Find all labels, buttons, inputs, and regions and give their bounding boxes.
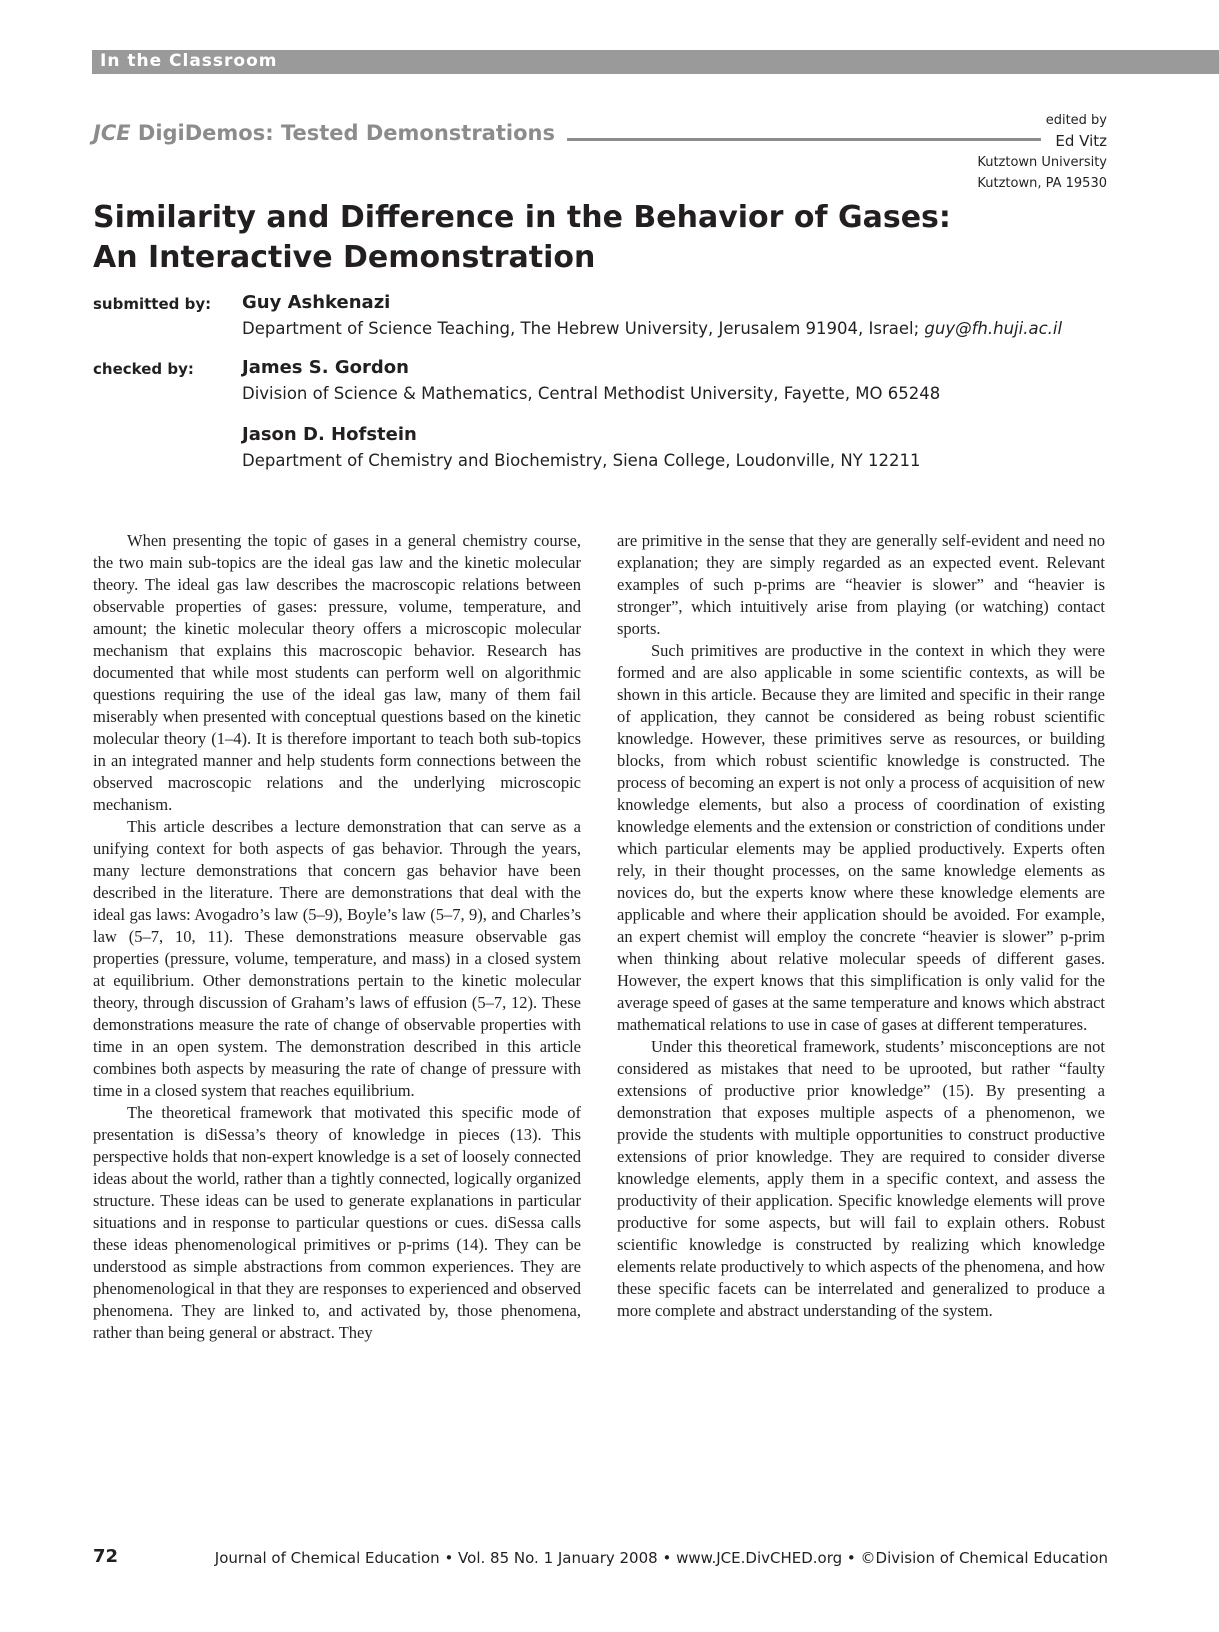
title-line-2: An Interactive Demonstration bbox=[93, 240, 596, 275]
paragraph-continued: are primitive in the sense that they are generally self-evident and need no explanation; they are simply regarded as an expected event. Relevant examples of such p-prims are “heavier is slower” and “heavier is stronger”, which intuitively arise from playing (or watching) contact sports. bbox=[617, 531, 1105, 638]
column-heading bbox=[93, 121, 555, 145]
checker-name: James S. Gordon bbox=[242, 357, 409, 378]
paragraph: Under this theoretical framework, students’ misconceptions are not considered as mistakes that need to be uprooted, but rather “faulty extensions of productive prior knowledge” (15). By presenting a demonstration that exposes multiple aspects of a phenomenon, we provide the students with multiple opportunities to construct productive extensions of prior knowledge. They are required to consider diverse knowledge elements, apply them in a specific context, and assess the productivity of their application. Specific knowledge elements will prove productive for some aspects, but will fail to explain others. Robust scientific knowledge is constructed by realizing which knowledge elements relate productively to which aspects of the phenomena, and how these specific facets can be interrelated and generalized to produce a more complete and abstract understanding of the system. bbox=[617, 1037, 1105, 1320]
body-column-left bbox=[93, 530, 581, 1344]
paragraph: This article describes a lecture demonstration that can serve as a unifying context for both aspects of gas behavior. Through the years, many lecture demonstrations that concern gas behavior have been described in the literature. There are demonstrations that deal with the ideal gas laws: Avogadro’s law (5–9), Boyle’s law (5–7, 9), and Charles’s law (5–7, 10, 11). These demonstrations measure observable gas properties (pressure, volume, temperature, and mass) in a closed system at equilibrium. Other demonstrations pertain to the kinetic molecular theory, through discussion of Graham’s laws of effusion (5–7, 12). These demonstrations measure the rate of change of observable properties with time in an open system. The demonstration described in this article combines both aspects by measuring the rate of change of pressure with time in a closed system that reaches equilibrium. bbox=[93, 817, 581, 1100]
submitter-name: Guy Ashkenazi bbox=[242, 292, 391, 313]
checker-affiliation: Division of Science & Mathematics, Central Methodist University, Fayette, MO 65248 bbox=[242, 384, 941, 403]
title-line-1: Similarity and Difference in the Behavior of Gases: bbox=[93, 200, 951, 235]
heading-rule bbox=[567, 138, 1041, 141]
paragraph: Such primitives are productive in the context in which they were formed and are also applicable in some scientific contexts, as will be shown in this article. Because they are limited and specific in their range of application, they cannot be considered as being robust scientific knowledge. However, these primitives serve as resources, or building blocks, from which robust scientific knowledge is constructed. The process of becoming an expert is not only a process of acquisition of new knowledge elements, but also a process of coordination of existing knowledge elements and the extension or constriction of conditions under which particular elements may be applied productively. Experts often rely, in their thought processes, on the same knowledge elements as novices do, but the experts know where these knowledge elements are applicable and where their application should be avoided. For example, an expert chemist will employ the concrete “heavier is slower” p-prim when thinking about relative molecular speeds of different gases. However, the expert knows that this simplification is only valid for the average speed of gases at the same temperature and knows which abstract mathematical relations to use in case of gases at different temperatures. bbox=[617, 641, 1105, 1034]
submitter-affiliation: Department of Science Teaching, The Hebrew University, Jerusalem 91904, Israel; guy@fh.huji.ac.il bbox=[242, 319, 1063, 338]
checker-name: Jason D. Hofstein bbox=[242, 424, 417, 445]
editor-name: Ed Vitz bbox=[1055, 132, 1107, 150]
paragraph: When presenting the topic of gases in a general chemistry course, the two main sub-topics are the ideal gas law and the kinetic molecular theory. The ideal gas law describes the macroscopic relations between observable properties of gases: pressure, volume, temperature, and amount; the kinetic molecular theory offers a microscopic molecular mechanism that explains this macroscopic behavior. Research has documented that while most students can perform well on algorithmic questions requiring the use of the ideal gas law, many of them fail miserably when presented with conceptual questions based on the kinetic molecular theory (1–4). It is therefore important to teach both sub-topics in an integrated manner and help students form connections between the observed macroscopic relations and the underlying microscopic mechanism. bbox=[93, 531, 581, 814]
edited-by-label: edited by bbox=[1045, 113, 1107, 128]
body-column-right bbox=[617, 530, 1105, 1322]
page-number: 72 bbox=[93, 1546, 119, 1567]
submitted-by-label: submitted by: bbox=[93, 295, 212, 313]
editor-location: Kutztown, PA 19530 bbox=[977, 176, 1107, 191]
paragraph: The theoretical framework that motivated this specific mode of presentation is diSessa’s theory of knowledge in pieces (13). This perspective holds that non-expert knowledge is a set of loosely connected ideas about the world, rather than a tightly connected, logically organized structure. These ideas can be used to generate explanations in particular situations and in response to particular questions or cues. diSessa calls these ideas phenomenological primitives or p-prims (14). They can be understood as simple abstractions from common experiences. They are phenomenological in that they are responses to experienced and observed phenomena. They are linked to, and activated by, those phenomena, rather than being general or abstract. They bbox=[93, 1103, 581, 1342]
column-title: DigiDemos: Tested Demonstrations bbox=[137, 121, 555, 145]
checker-affiliation: Department of Chemistry and Biochemistry, Siena College, Loudonville, NY 12211 bbox=[242, 451, 921, 470]
article-title bbox=[93, 198, 1093, 278]
checker bbox=[242, 355, 940, 407]
section-label: In the Classroom bbox=[100, 51, 278, 71]
checked-by-label: checked by: bbox=[93, 360, 194, 378]
editor-institution: Kutztown University bbox=[977, 155, 1107, 170]
editor-block bbox=[977, 110, 1107, 194]
journal-citation: Journal of Chemical Education • Vol. 85 No. 1 January 2008 • www.JCE.DivCHED.org • ©Division of Chemical Education bbox=[214, 1549, 1108, 1567]
column-prefix: JCE bbox=[93, 121, 131, 145]
submitter bbox=[242, 290, 1062, 342]
checker bbox=[242, 422, 920, 474]
submitter-email[interactable]: guy@fh.huji.ac.il bbox=[924, 319, 1063, 338]
section-header-bar bbox=[92, 50, 1219, 74]
